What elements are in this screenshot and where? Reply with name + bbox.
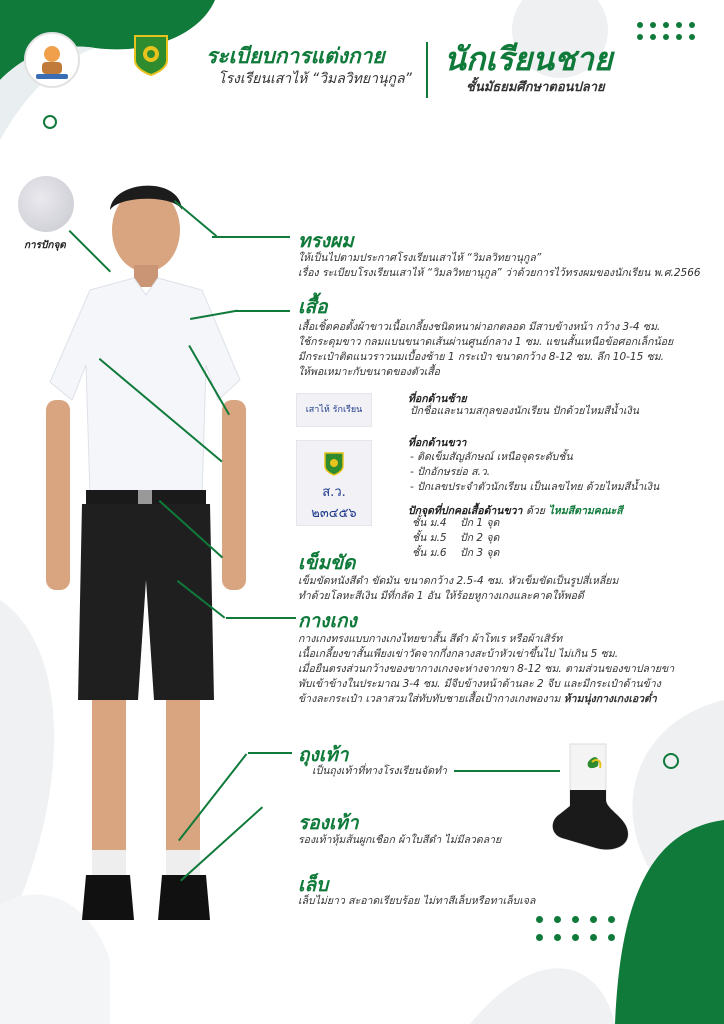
left-chest-text: ปักชื่อและนามสกุลของนักเรียน ปักด้วยไหมสีน้ำเงิน (410, 405, 639, 417)
school-mascot-logo (24, 32, 80, 88)
connector-sock-img (454, 770, 560, 772)
connector-shirt-h (236, 310, 290, 312)
fabric-label: การปักจุด (24, 240, 66, 251)
belt-heading: เข็มขัด (298, 552, 356, 574)
crest-icon (133, 34, 169, 76)
name-embroidery: เสาไห้ รักเรียน (305, 405, 363, 415)
crest-pin-icon (323, 451, 345, 477)
hair-text: ให้เป็นไปตามประกาศโรงเรียนเสาไห้ “วิมลวิทยานุกูล” เรื่อง ระเบียบโรงเรียนเสาไห้ “วิมลวิทยานุกูล” ว่าด้วยการไว้ทรงผมของนักเรียน พ.ศ.2566 (298, 252, 701, 279)
hair-heading: ทรงผม (298, 230, 354, 252)
right-chest-label: ที่อกด้านขวา (408, 437, 467, 449)
nails-heading: เล็บ (298, 874, 329, 896)
connector-socks-h (248, 752, 292, 754)
level-subtitle: ชั้นมัธยมศึกษาตอนปลาย (466, 80, 605, 95)
connector-hair-h (212, 236, 290, 238)
right-chest-items: - ติดเข็มสัญลักษณ์ เหนือจุดระดับชั้น - ปักอักษรย่อ ส.ว. - ปักเลขประจำตัวนักเรียน เป็นเลขไทย ด้วยไหมสีน้ำเงิน (410, 451, 660, 493)
school-crest-logo (133, 34, 169, 76)
mascot-icon (26, 34, 78, 86)
shirt-text: เสื้อเชิ้ตคอตั้งผ้าขาวเนื้อเกลี้ยงชนิดหนาผ่าอกตลอด มีสาบข้างหน้า กว้าง 3-4 ซม. ใช้กระดุมขาว กลมแบนขนาดเส้นผ่านศูนย์กลาง 1 ซม. แขนสั้นเหนือข้อศอกเล็กน้อย มีกระเป๋าติดแนวราวนมเบื้องซ้าย 1 กระเป๋า ขนาดกว้าง 8-12 ซม. ลึก 10-15 ซม. ให้พอเหมาะกับขนาดของตัวเสื้อ (298, 321, 674, 378)
sock-icon (548, 740, 638, 860)
page-title: ระเบียบการแต่งกาย (206, 44, 385, 68)
shirt-heading: เสื้อ (298, 296, 328, 318)
school-name: โรงเรียนเสาไห้ “วิมลวิทยานุกูล” (218, 71, 412, 87)
nails-text: เล็บไม่ยาว สะอาดเรียบร้อย ไม่ทาสีเล็บหรือทาเล็บเจล (298, 895, 536, 907)
student-figure (30, 160, 270, 940)
dot-row-m6: ชั้น ม.6 ปัก 3 จุด (412, 547, 500, 559)
pants-text: กางเกงทรงแบบกางเกงไทยขาสั้น สีดำ ผ้าโทเร หรือผ้าเสิร์ท เนื้อเกลี้ยงขาสั้นเพียงเข่าวัดจากกึ่งกลางสะบ้าหัวเข่าขึ้นไป ไม่เกิน 5 ซม. เมื่อยืนตรงส่วนกว้างของขากางเกงจะห่างจากขา 8-12 ซม. ตามส่วนของขาปลายขา พับเข้าข้างในประมาณ 3-4 ซม. มีจีบข้างหน้าด้านละ 2 จีบ และมีกระเป๋าด้านข้าง ข้างละกระเป๋า เวลาสวมใส่ทับทับชายเสื้อเป้ากางเกงพองาม ห้ามนุ่งกางเกงเอวต่ำ (298, 633, 675, 705)
left-chest-label: ที่อกด้านซ้าย (408, 393, 467, 405)
socks-text: เป็นถุงเท้าที่ทางโรงเรียนจัดทำ (312, 765, 447, 777)
dot-row-m4: ชั้น ม.4 ปัก 1 จุด (412, 517, 500, 529)
collar-dot-label: ปักจุดที่ปกคอเสื้อด้านขวา ด้วย ไหมสีตามคณะสี (408, 505, 623, 517)
pants-heading: กางเกง (298, 610, 357, 632)
socks-heading: ถุงเท้า (298, 744, 349, 766)
number-embroidery: ๒๓๔๕๖ (311, 506, 357, 521)
header-divider (426, 42, 428, 98)
group-title: นักเรียนชาย (444, 40, 613, 78)
connector-pants-h (226, 617, 296, 619)
abbr-embroidery: ส.ว. (322, 485, 346, 500)
shoes-text: รองเท้าหุ้มส้นผูกเชือก ผ้าใบสีดำ ไม่มีลวดลาย (298, 834, 502, 846)
dot-row-m5: ชั้น ม.5 ปัก 2 จุด (412, 532, 500, 544)
left-chest-patch (296, 393, 372, 427)
collar-dot-rows (412, 516, 499, 561)
belt-text: เข็มขัดหนังสีดำ ขัดมัน ขนาดกว้าง 2.5-4 ซม. หัวเข็มขัดเป็นรูปสี่เหลี่ยม ทำด้วยโลหะสีเงิน มีที่กลัด 1 อัน ให้ร้อยหูกางเกงและคาดให้พอดี (298, 575, 619, 602)
right-chest-patch (296, 440, 372, 526)
shoes-heading: รองเท้า (298, 812, 359, 834)
